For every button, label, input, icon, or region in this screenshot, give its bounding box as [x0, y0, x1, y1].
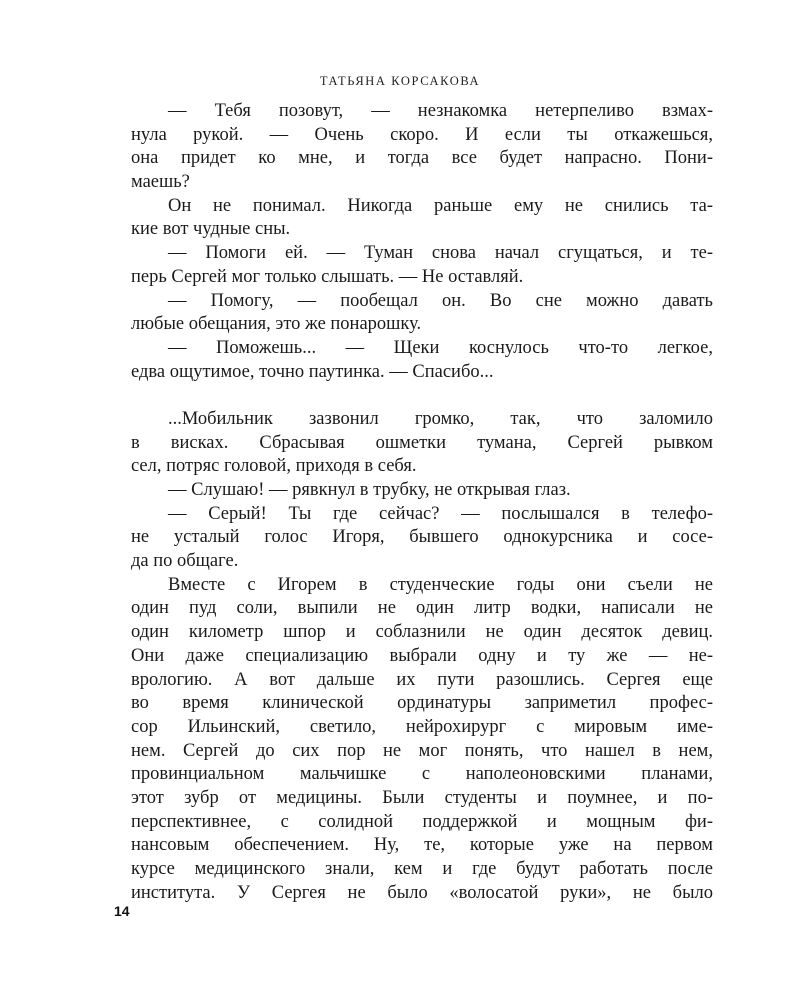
text-line: этот зубр от медицины. Были студенты и поумнее, и по- — [131, 787, 713, 808]
text-line: едва ощутимое, точно паутинка. — Спасибо... — [131, 361, 494, 382]
text-line: да по общаге. — [131, 551, 239, 572]
text-line: — Помогу, — пообещал он. Во сне можно давать — [168, 290, 713, 311]
text-line: нем. Сергей до сих пор не мог понять, что нашел в нем, — [131, 740, 713, 761]
text-line: нула рукой. — Очень скоро. И если ты откажешься, — [131, 124, 713, 145]
text-line: — Тебя позовут, — незнакомка нетерпеливо взмах- — [168, 101, 713, 121]
page-number: 14 — [114, 903, 130, 919]
text-line: врологию. А вот дальше их пути разошлись. Сергея еще — [131, 669, 713, 690]
text-line: она придет ко мне, и тогда все будет напрасно. Пони- — [131, 148, 713, 169]
text-line: перь Сергей мог только слышать. — Не оставляй. — [131, 266, 524, 287]
text-line: — Слушаю! — рявкнул в трубку, не открывая глаз. — [168, 480, 571, 500]
text-line: Вместе с Игорем в студенческие годы они съели не — [168, 574, 713, 595]
text-line: один километр шпор и соблазнили не один десяток девиц. — [131, 622, 713, 643]
text-line: — Серый! Ты где сейчас? — послышался в телефо- — [168, 503, 713, 524]
text-line: — Поможешь... — Щеки коснулось что-то легкое, — [168, 337, 713, 358]
text-line: института. У Сергея не было «волосатой руки», не было — [131, 882, 713, 903]
text-line: курсе медицинского знали, кем и где будут работать после — [131, 859, 713, 879]
text-line: — Помоги ей. — Туман снова начал сгущаться, и те- — [168, 243, 713, 264]
text-line: не усталый голос Игоря, бывшего однокурсника и сосе- — [131, 527, 713, 548]
text-line: Он не понимал. Никогда раньше ему не снились та- — [168, 195, 713, 216]
text-line: Они даже специализацию выбрали одну и ту же — не- — [131, 645, 713, 666]
running-head: ТАТЬЯНА КОРСАКОВА — [319, 74, 481, 88]
text-line: любые обещания, это же понарошку. — [131, 314, 422, 335]
text-line: ...Мобильник зазвонил громко, так, что заломило — [168, 408, 713, 429]
text-line: нансовым обеспечением. Ну, те, которые уже на первом — [131, 835, 713, 856]
text-line: во время клинической ординатуры заприметил профес- — [131, 693, 713, 714]
text-line: маешь? — [131, 172, 190, 193]
text-line: провинциальном мальчишке с наполеоновскими планами, — [131, 764, 713, 785]
text-line: один пуд соли, выпили не один литр водки, написали не — [131, 598, 713, 619]
section-break — [131, 384, 713, 408]
text-line: кие вот чудные сны. — [131, 219, 291, 240]
text-line: перспективнее, с солидной поддержкой и мощным фи- — [131, 811, 713, 832]
text-line: сел, потряс головой, приходя в себя. — [131, 456, 417, 477]
body-text — [131, 100, 713, 905]
text-line: в висках. Сбрасывая ошметки тумана, Сергей рывком — [131, 432, 713, 453]
text-line: сор Ильинский, светило, нейрохирург с мировым име- — [131, 716, 713, 737]
